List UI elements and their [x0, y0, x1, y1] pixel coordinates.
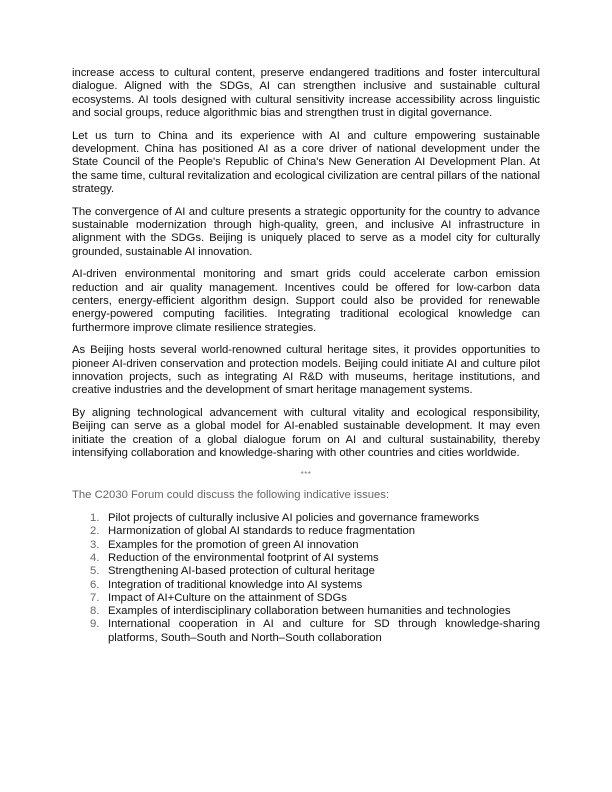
- list-item: [72, 512, 540, 525]
- list-item: [72, 552, 540, 565]
- list-item: [72, 618, 540, 645]
- paragraph-global-model: By aligning technological advancement with cultural vitality and ecological responsibility, Beijing can serve as a global model for AI-enabled sustainable development. It may even initiate the creation of a global dialogue forum on AI and cultural sustainability, thereby intensifying collaboration and knowledge-sharing with other countries and cities worldwide.: [72, 407, 540, 459]
- paragraph-environmental-monitoring: AI-driven environmental monitoring and smart grids could accelerate carbon emission reduction and air quality management. Incentives could be offered for low-carbon data centers, energy-efficient algorithm design. Support could also be provided for renewable energy-powered computing facilities. Integrating traditional ecological knowledge can furthermore improve climate resilience strategies.: [72, 268, 540, 334]
- paragraph-heritage-sites: As Beijing hosts several world-renowned cultural heritage sites, it provides opportunities to pioneer AI-driven conservation and protection models. Beijing could initiate AI and culture pilot innovation projects, such as integrating AI R&D with museums, heritage institutions, and creative industries and the development of smart heritage management systems.: [72, 344, 540, 397]
- list-item-number: 9.: [90, 618, 100, 631]
- document-page: [72, 67, 540, 645]
- list-item-text: International cooperation in AI and culture for SD through knowledge-sharing platforms, South–South and North–South collaboration: [108, 618, 540, 644]
- list-item-text: Harmonization of global AI standards to reduce fragmentation: [108, 525, 416, 538]
- list-item-text: Pilot projects of culturally inclusive AI policies and governance frameworks: [108, 512, 480, 525]
- list-item-number: 3.: [90, 538, 100, 551]
- paragraph-china-experience: Let us turn to China and its experience with AI and culture empowering sustainable development. China has positioned AI as a core driver of national development under the State Council of the People's Republic of China's New Generation AI Development Plan. At the same time, cultural revitalization and ecological civilization are central pillars of the national strategy.: [72, 129, 540, 195]
- paragraph-convergence: The convergence of AI and culture presents a strategic opportunity for the country to advance sustainable modernization through high-quality, green, and inclusive AI infrastructure in alignment with the SDGs. Beijing is uniquely placed to serve as a model city for culturally grounded, sustainable AI innovation.: [72, 205, 540, 258]
- list-item-text: Integration of traditional knowledge into AI systems: [108, 578, 363, 591]
- list-item-number: 7.: [90, 591, 100, 604]
- list-item: [72, 525, 540, 538]
- list-item: [72, 579, 540, 592]
- list-item-text: Examples of interdisciplinary collaboration between humanities and technologies: [108, 605, 511, 618]
- issues-intro: The C2030 Forum could discuss the following indicative issues:: [72, 488, 390, 501]
- list-item-number: 4.: [90, 551, 100, 564]
- list-item-text: Reduction of the environmental footprint of AI systems: [108, 551, 379, 564]
- list-item-text: Examples for the promotion of green AI innovation: [108, 538, 359, 551]
- list-item-number: 5.: [90, 565, 100, 578]
- paragraph-cultural-content: increase access to cultural content, preserve endangered traditions and foster intercultural dialogue. Aligned with the SDGs, AI can strengthen inclusive and sustainable cultural ecosystems. AI tools designed with cultural sensitivity increase accessibility across linguistic and social groups, reduce algorithmic bias and strengthen trust in digital governance.: [72, 67, 540, 119]
- list-item-number: 6.: [90, 578, 100, 591]
- list-item-text: Impact of AI+Culture on the attainment of SDGs: [108, 591, 347, 604]
- list-item-number: 2.: [90, 525, 100, 538]
- list-item: [72, 605, 540, 618]
- list-item-text: Strengthening AI-based protection of cultural heritage: [108, 565, 375, 578]
- list-item: [72, 539, 540, 552]
- section-separator: ***: [300, 469, 312, 479]
- list-item-number: 8.: [90, 605, 100, 618]
- list-item: [72, 592, 540, 605]
- list-item-number: 1.: [90, 512, 100, 525]
- issues-list: [72, 512, 540, 645]
- list-item: [72, 565, 540, 578]
